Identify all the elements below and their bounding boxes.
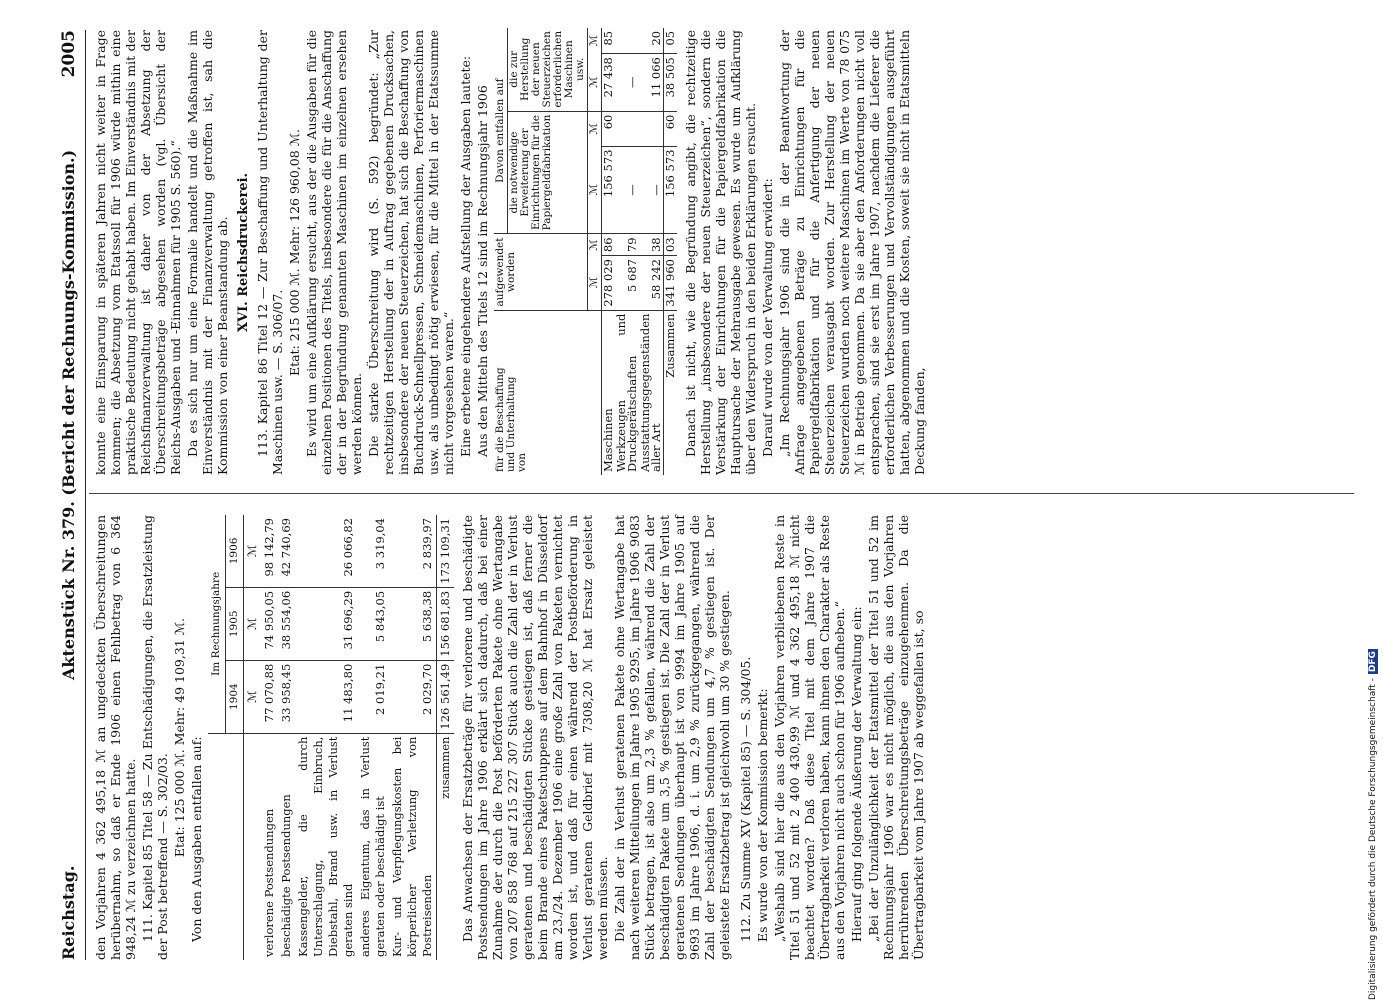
table-row bbox=[389, 515, 437, 960]
cell-value: 278 029 bbox=[602, 256, 616, 311]
paragraph: 112. Zu Summe XV (Kapitel 85) — S. 304/05. bbox=[738, 656, 753, 942]
paragraph: 111. Kapitel 85 Titel 58 — Zu Entschädigungen, die Ersatzleistung der Post betreffend — S. 302/03. bbox=[140, 515, 170, 960]
unit-label: ℳ bbox=[588, 28, 602, 54]
row-label: Werkzeugen und Druckgerätschaften bbox=[614, 313, 639, 472]
table-row bbox=[278, 515, 295, 960]
unit-label: ℳ bbox=[588, 256, 602, 311]
paragraph: Eine erbetene eingehendere Aufstellung der Ausgaben lautete: bbox=[458, 55, 473, 457]
cell-value: 85 bbox=[602, 28, 616, 54]
cell-value: 2 029,70 bbox=[389, 660, 437, 733]
table-row bbox=[615, 28, 639, 475]
table-row bbox=[639, 28, 664, 475]
page-number: 2005 bbox=[59, 30, 79, 78]
row-label: beschädigte Postsendungen bbox=[279, 794, 293, 957]
dfg-logo: DFG bbox=[1368, 651, 1378, 673]
paragraph: „Im Rechnungsjahr 1906 sind die in der Beantwortung der Anfrage angegebenen Beträge zu Einrichtungen für die Papiergeldfabrikation und für die Anfertigung der neuen Steuerzeichen verausgabt worden. Zur Herstellung der neuen Steuerzeichen wurden noch weitere Maschinen im Werte von 78 075 ℳ in Betrieb genommen. Da sie aber den Anforderungen nicht voll entsprachen, sind sie erst im Jahre 1907, nachdem die Lieferer die erforderlichen Verbesserungen und Vervollständigungen ausgeführt hatten, abgenommen und die Kosten, soweit sie nicht in Etatsmitteln Deckung fanden, bbox=[777, 30, 927, 475]
cell-value: 3 319,04 bbox=[357, 515, 389, 587]
row-label: Kur- und Verpflegungskosten bei körperlicher Verletzung von Postreisenden bbox=[390, 736, 434, 957]
unit-label: ℳ bbox=[588, 111, 602, 146]
cell-value: 20 bbox=[639, 28, 664, 54]
cell-value: 38 bbox=[639, 234, 664, 256]
sub-header: die zur Herstellung der neuen Steuerzeichen erforderlichen Maschinen usw. bbox=[508, 28, 588, 111]
cell-value: — bbox=[639, 146, 664, 234]
unit-label: ℳ bbox=[588, 234, 602, 256]
paragraph: Aus den Mitteln des Titels 12 sind im Rechnungsjahr 1906 bbox=[475, 85, 490, 457]
paragraph: Da es sich nur um eine Formalie handelt und die Maßnahme im Einverständnis mit der Finanzverwaltung getroffen ist, sah die Kommission von einer Beanstandung ab. bbox=[185, 30, 230, 475]
total-value: 126 561,49 bbox=[437, 660, 455, 733]
paragraph: „Weshalb sind hier die aus den Vorjahren verbliebenen Reste in Titel 51 und 52 mit 2 400 430,99 ℳ und 4 362 495,18 ℳ nicht beachtet worden? Daß diese Titel mit dem Jahre 1907 die Übertragbarkeit verloren haben, kann ihnen den Charakter als Reste aus den Vorjahren nicht auch schon für 1906 aufheben.“ bbox=[772, 515, 847, 960]
year-header: 1905 bbox=[226, 587, 244, 660]
unit-label: ℳ bbox=[244, 515, 262, 587]
of-which-header: Davon entfallen auf bbox=[494, 28, 508, 234]
paragraph: „Bei der Unzulänglichkeit der Etatsmittel der Titel 51 und 52 im Rechnungsjahr 1906 war es nicht möglich, die aus den Vorjahren herrührenden Überschreitungsbeträge einzugehenmen. Da die Übertragbarkeit vom Jahre 1907 ab weggefallen ist, so bbox=[866, 515, 926, 960]
total-value: 03 bbox=[664, 234, 678, 256]
right-column bbox=[93, 30, 929, 475]
total-value: 173 109,31 bbox=[437, 515, 455, 587]
total-value: 156 573 bbox=[664, 146, 678, 234]
cell-value: 60 bbox=[602, 111, 616, 146]
paragraph: den Vorjahren 4 362 495,18 ℳ an ungedeckten Überschreitungen herübernahm, so daß er Ende 1906 einen Fehlbetrag von 6 364 948,24 ℳ zu verzeichnen hatte. bbox=[93, 515, 138, 960]
table-row bbox=[357, 515, 389, 960]
cell-value: 2 019,21 bbox=[357, 660, 389, 733]
total-value: 38 505 bbox=[664, 54, 678, 112]
spent-header: aufgewendet worden bbox=[494, 234, 588, 310]
row-label: Maschinen bbox=[601, 408, 615, 472]
paragraph: Die starke Überschreitung wird (S. 592) begründet: „Zur rechtzeitigen Herstellung der in Auftrag gegebenen Drucksachen, insbesondere der neuen Steuerzeichen, hat sich die Beschaffung von Buchdruck-Schnellpressen, Schneidemaschinen, Perforiermaschinen usw. als unbedingt nötig erwiesen, für die Mittel in der Etatssumme nicht vorgesehen waren.“ bbox=[366, 30, 456, 475]
paragraph: Hierauf ging folgende Äußerung der Verwaltung ein: bbox=[849, 606, 864, 942]
paragraph: Von den Ausgaben entfallen auf: bbox=[189, 736, 204, 942]
cell-value: 2 839,97 bbox=[389, 515, 437, 587]
cell-value: 79 bbox=[615, 234, 639, 256]
paragraph: Es wurde von der Kommission bemerkt: bbox=[755, 688, 770, 942]
cell-value: 156 573 bbox=[602, 146, 616, 234]
total-value: 60 bbox=[664, 111, 678, 146]
table-total-row bbox=[664, 28, 678, 475]
etat-line: Etat: 125 000 ℳ. Mehr: 49 109,31 ℳ. bbox=[172, 617, 187, 858]
cell-value: 98 142,79 bbox=[261, 515, 278, 587]
paragraph: 113. Kapitel 86 Titel 12 — Zur Beschaffung und Unterhaltung der Maschinen usw. — S. 306/07. bbox=[255, 30, 285, 475]
cell-value: 74 950,05 bbox=[261, 587, 278, 660]
row-label: Ausstattungsgegenständen aller Art bbox=[638, 313, 663, 472]
printing-expenses-table bbox=[494, 28, 677, 475]
total-label: zusammen bbox=[437, 733, 455, 960]
paragraph: Es wird um eine Aufklärung ersucht, aus der die Ausgaben für die einzelnen Positionen des Titels, insbesondere die für die Anschaffung der in der Begründung genannten Maschinen im einzelnen ersehen werden können. bbox=[304, 30, 364, 475]
section-heading: XVI. Reichsdruckerei. bbox=[236, 172, 251, 333]
header-center: Aktenstück Nr. 379. (Bericht der Rechnungs-Kommission.) bbox=[59, 149, 78, 680]
cell-value: 31 696,29 bbox=[295, 587, 357, 660]
footer-text: Digitalisierung gefördert durch die Deutsche Forschungsgemeinschaft - bbox=[1368, 678, 1378, 1000]
cell-value bbox=[615, 28, 639, 54]
cell-value: 33 958,45 bbox=[278, 660, 295, 733]
table-row bbox=[295, 515, 357, 960]
header-left: Reichstag. bbox=[59, 865, 78, 960]
cell-value: 11 483,80 bbox=[295, 660, 357, 733]
total-value: 341 960 bbox=[664, 256, 678, 311]
year-header: 1904 bbox=[226, 660, 244, 733]
cell-value: 5 843,05 bbox=[357, 587, 389, 660]
cell-value: 86 bbox=[602, 234, 616, 256]
cell-value: 38 554,06 bbox=[278, 587, 295, 660]
cell-value: 26 066,82 bbox=[295, 515, 357, 587]
unit-label: ℳ bbox=[244, 660, 262, 733]
cell-value: 58 242 bbox=[639, 256, 664, 311]
header-rule bbox=[85, 30, 86, 960]
table-row bbox=[602, 28, 616, 475]
cell-value: — bbox=[615, 146, 639, 234]
column-divider bbox=[89, 493, 1354, 494]
total-value: 05 bbox=[664, 28, 678, 54]
cell-value: 77 070,88 bbox=[261, 660, 278, 733]
total-label: Zusammen bbox=[664, 310, 678, 475]
cell-value: 5 687 bbox=[615, 256, 639, 311]
cell-value: — bbox=[615, 54, 639, 112]
unit-label: ℳ bbox=[588, 54, 602, 112]
left-column bbox=[93, 515, 928, 960]
paragraph: Danach ist nicht, wie die Begründung angibt, die rechtzeitige Herstellung „insbesondere der neuen Steuerzeichen“, sondern die Verstärkung der Einrichtungen für die Papiergeldfabrikation die Hauptursache der Mehrausgabe gewesen. Es wurde um Aufklärung über den Widerspruch in den beiden Erklärungen ersucht. bbox=[683, 30, 758, 475]
page-header bbox=[55, 30, 85, 960]
paragraph: konnte eine Einsparung in späteren Jahren nicht weiter in Frage kommen; die Absetzung vom Etatssoll für 1906 würde mithin eine praktische Bedeutung nicht gehabt haben. Im Einverständnis mit der Reichsfinanzverwaltung ist daher von der Absetzung der Überschreitungsbeträge abgesehen worden (vgl. Übersicht der Reichs-Ausgaben und -Einnahmen für 1905 S. 560).“ bbox=[93, 30, 183, 475]
etat-line: Etat: 215 000 ℳ. Mehr: 126 960,08 ℳ. bbox=[287, 128, 302, 377]
document-page bbox=[55, 30, 1355, 960]
cell-value: 11 066 bbox=[639, 54, 664, 112]
cell-value: 42 740,69 bbox=[278, 515, 295, 587]
table-left-header: von bbox=[516, 452, 528, 472]
row-label: anderes Eigentum, das in Verlust geraten oder beschädigt ist bbox=[358, 736, 387, 957]
paragraph: Darauf wurde von der Verwaltung erwidert: bbox=[760, 178, 775, 457]
cell-value bbox=[639, 111, 664, 146]
table-row bbox=[261, 515, 278, 960]
compensation-table bbox=[208, 515, 454, 960]
unit-label: ℳ bbox=[244, 587, 262, 660]
paragraph: Die Zahl der in Verlust geratenen Pakete ohne Wertangabe hat nach weiteren Mitteilungen im Jahre 1905 9295, im Jahre 1906 9083 Stück betragen, ist also um 2,3 % gefallen, während die Zahl der beschädigten Pakete um 3,5 % gestiegen ist. Die Zahl der in Verlust geratenen Sendungen überhaupt ist von 9994 im Jahre 1905 auf 9693 im Jahre 1906, d. i. um 2,9 % zurückgegangen, während die Zahl der beschädigten Sendungen um 4,7 % gestiegen ist. Der geleistete Ersatzbetrag ist gleichwohl um 30 % gestiegen. bbox=[612, 515, 732, 960]
digitization-footer bbox=[1368, 0, 1378, 1000]
cell-value bbox=[615, 111, 639, 146]
cell-value: 5 638,38 bbox=[389, 587, 437, 660]
row-label: Kassengelder, die durch Unterschlagung, Einbruch, Diebstahl, Brand usw. in Verlust geraten sind bbox=[296, 736, 355, 957]
row-label: verlorene Postsendungen bbox=[262, 808, 276, 957]
sub-header: die notwendige Erweiterung der Einrichtungen für die Papiergeldfabrikation bbox=[508, 111, 588, 234]
table-total-row bbox=[437, 515, 455, 960]
table-left-header: und Unterhaltung bbox=[505, 376, 517, 472]
cell-value: 27 438 bbox=[602, 54, 616, 112]
year-header: 1906 bbox=[226, 515, 244, 587]
total-value: 156 681,83 bbox=[437, 587, 455, 660]
table-group-header: Im Rechnungsjahre bbox=[208, 515, 226, 733]
unit-label: ℳ bbox=[588, 146, 602, 234]
table-left-header: für die Beschaffung bbox=[494, 367, 506, 472]
paragraph: Das Anwachsen der Ersatzbeträge für verlorene und beschädigte Postsendungen im Jahre 1906 erklärt sich dadurch, daß bei einer Zunahme der durch die Post beförderten Pakete ohne Wertangabe von 207 858 768 auf 215 227 307 Stück auch die Zahl der in Verlust geratenen und beschädigten Stücke gestiegen ist, daß ferner die beim Brande eines Paketschuppens auf dem Bahnhof in Düsseldorf am 23./24. Dezember 1906 eine große Zahl von Paketen vernichtet worden ist, und daß für einen während der Postbeförderung in Verlust geratenen Geldbrief mit 7308,20 ℳ hat Ersatz geleistet werden müssen. bbox=[460, 515, 610, 960]
